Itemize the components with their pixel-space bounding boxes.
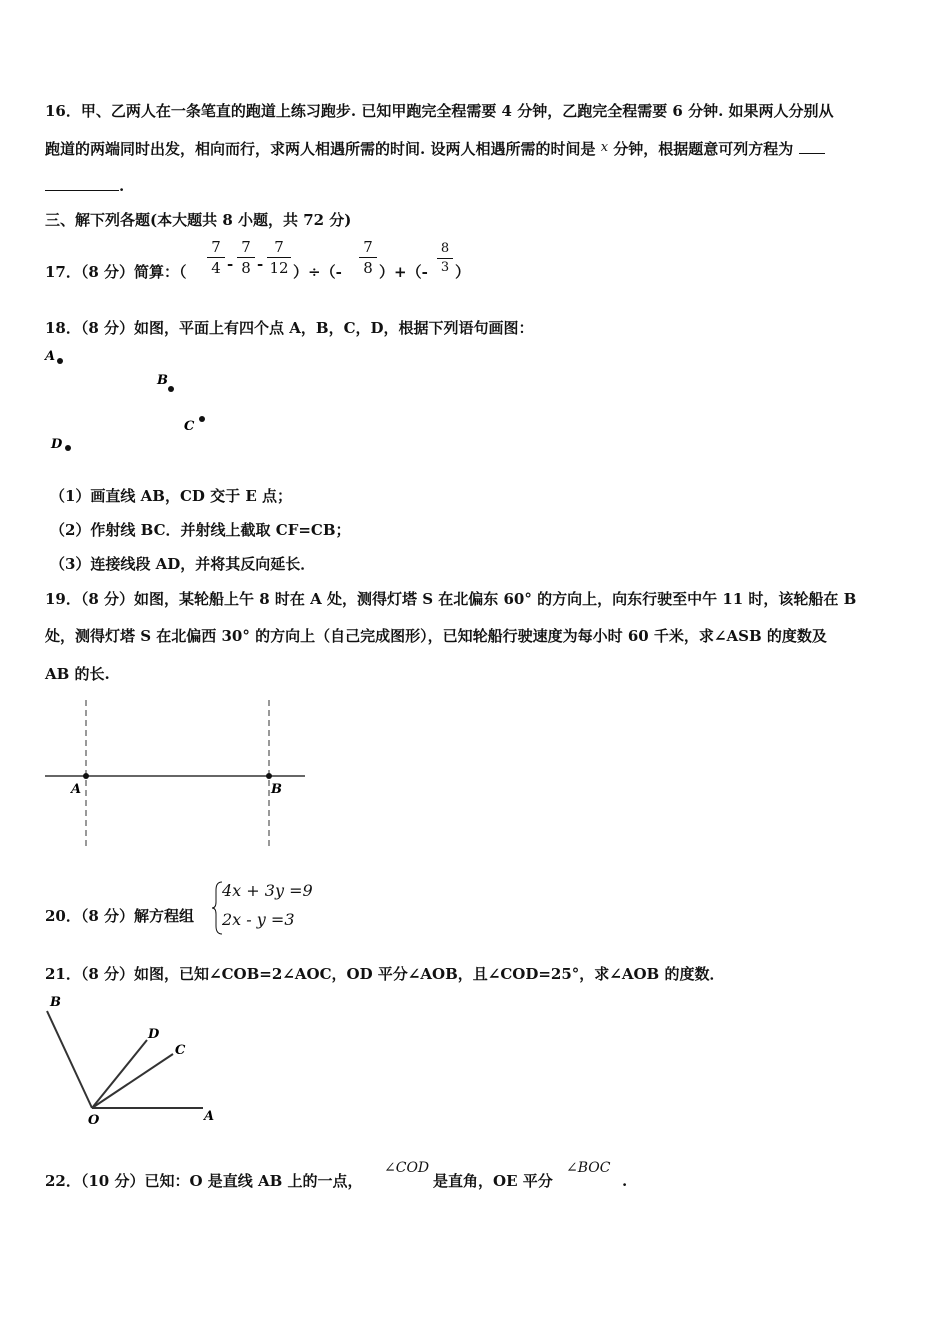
q17-minus-2: - — [257, 255, 264, 273]
ray-ob — [47, 1011, 92, 1108]
q16-line3 — [45, 176, 124, 196]
label-d: D — [148, 1027, 160, 1042]
q19-line2: 处，测得灯塔 S 在北偏西 30° 的方向上（自己完成图形），已知轮船行驶速度为每小时 60 千米，求∠ASB 的度数及 — [45, 627, 827, 645]
point-c-label: C — [184, 419, 195, 434]
q18-text: 18．（8 分）如图，平面上有四个点 A，B，C，D，根据下列语句画图： — [45, 319, 534, 337]
q17-close-div: ）÷（- — [293, 263, 342, 281]
ray-oc — [92, 1054, 173, 1108]
q21-text: 21．（8 分）如图，已知∠COB=2∠AOC，OD 平分∠AOB，且∠COD=25°，求∠AOB 的度数． — [45, 965, 725, 983]
label-o: O — [88, 1113, 100, 1128]
label-a: A — [204, 1109, 215, 1124]
ship-point-b — [266, 773, 272, 779]
q16-variable: x — [600, 140, 609, 155]
point-c — [199, 416, 205, 422]
q20-eq2: 2x - y =3 — [222, 910, 295, 929]
q17-frac-3: 7 12 — [267, 238, 291, 277]
point-a-label: A — [45, 349, 56, 364]
q22-text-a: 22．（10 分）已知：O 是直线 AB 上的一点， — [45, 1172, 363, 1190]
section-title: 三、解下列各题(本大题共 8 小题，共 72 分) — [45, 211, 352, 229]
q17-frac-4: 7 8 — [359, 238, 377, 277]
q18-item-1: （1）画直线 AB，CD 交于 E 点； — [50, 487, 293, 505]
q16-line2-b: 分钟，根据题意可列方程为 — [613, 140, 794, 158]
q17-close-plus: ）+（- — [379, 263, 428, 281]
point-b-label: B — [157, 373, 168, 388]
q17-frac-5: 8 3 — [437, 241, 453, 276]
q22-end: . — [622, 1172, 628, 1190]
q19-figure — [40, 695, 315, 855]
q16-line2-a: 跑道的两端同时出发，相向而行，求两人相遇所需的时间. 设两人相遇所需的时间是 — [45, 140, 596, 158]
q21-figure — [40, 990, 230, 1130]
label-b: B — [271, 782, 282, 797]
label-a: A — [71, 782, 82, 797]
point-a — [57, 358, 63, 364]
q16-answer-blank-cont[interactable] — [45, 190, 119, 191]
label-b: B — [50, 995, 61, 1010]
q22-text-b: 是直角，OE 平分 — [433, 1172, 553, 1190]
ray-od — [92, 1040, 147, 1108]
q22-angle-boc: ∠BOC — [566, 1160, 611, 1176]
q17-frac-1: 7 4 — [207, 238, 225, 277]
q16-line2 — [45, 139, 825, 161]
q18-points-figure — [40, 340, 240, 460]
q16-period: . — [119, 177, 125, 195]
label-c: C — [175, 1043, 186, 1058]
point-d-label: D — [51, 437, 63, 452]
q18-item-2: （2）作射线 BC．并射线上截取 CF=CB； — [50, 521, 351, 539]
q17-minus-1: - — [227, 255, 234, 273]
q22-angle-cod: ∠COD — [384, 1160, 430, 1176]
point-d — [65, 445, 71, 451]
q17-frac-2: 7 8 — [237, 238, 255, 277]
q16-answer-blank[interactable] — [799, 153, 825, 154]
q20-eq1: 4x + 3y =9 — [222, 881, 313, 900]
q18-item-3: （3）连接线段 AD，并将其反向延长． — [50, 555, 316, 573]
point-b — [168, 386, 174, 392]
ship-point-a — [83, 773, 89, 779]
q19-line1: 19．（8 分）如图，某轮船上午 8 时在 A 处，测得灯塔 S 在北偏东 60° 的方向上，向东行驶至中午 11 时，该轮船在 B — [45, 590, 857, 608]
q16-line1: 16．甲、乙两人在一条笔直的跑道上练习跑步. 已知甲跑完全程需要 4 分钟，乙跑完全程需要 6 分钟. 如果两人分别从 — [45, 102, 834, 120]
q17-close: ） — [455, 263, 471, 281]
q17-label: 17．（8 分）简算：（ — [45, 263, 187, 281]
q19-line3: AB 的长. — [45, 665, 110, 683]
q20-label: 20．（8 分）解方程组 — [45, 907, 195, 925]
